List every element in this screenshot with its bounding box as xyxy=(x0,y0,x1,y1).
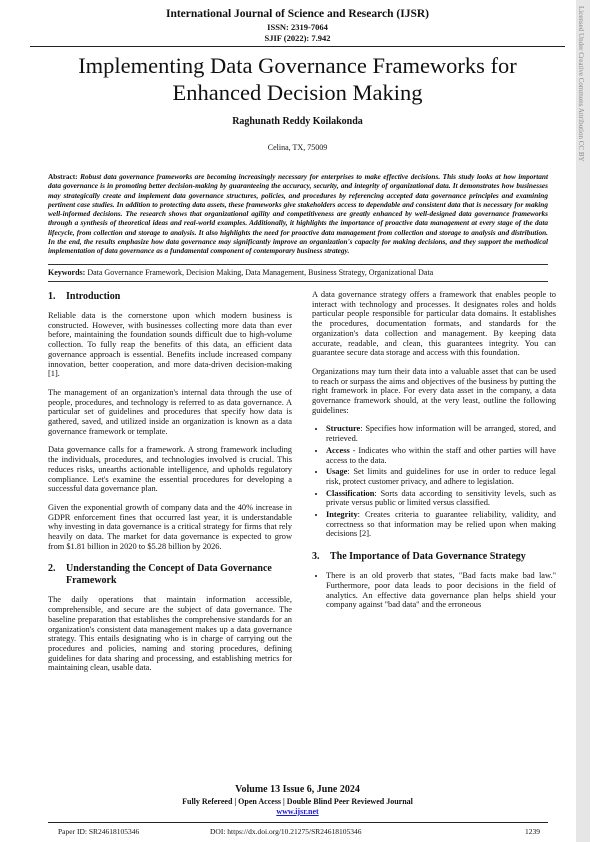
abstract xyxy=(48,172,548,255)
author-name: Raghunath Reddy Koilakonda xyxy=(232,116,363,127)
section-heading-importance xyxy=(312,551,556,563)
journal-name: International Journal of Science and Research (IJSR) xyxy=(165,8,429,20)
keywords-text: Data Governance Framework, Decision Making, Data Management, Business Strategy, Organizational Data xyxy=(87,268,434,277)
paragraph: The daily operations that maintain information accessible, comprehensible, and secure are the subject of data governance. The baseline preparation that establishes the comprehensive standards for an organization's consistent data management makes up a data governance strategy. This entails designating who is in charge of carrying out the procedures and policies, naming and storing procedures, defining guidelines for data sharing and processing, and establishing metrics for maintaining clean, usable data. xyxy=(48,595,292,673)
issn: ISSN: 2319-7064 xyxy=(267,22,328,32)
section-heading-introduction xyxy=(48,291,292,303)
section-number: 1. xyxy=(48,291,56,302)
doi-link[interactable]: DOI: https://dx.doi.org/10.21275/SR24618105346 xyxy=(210,827,362,836)
paragraph: Given the exponential growth of company data and the 40% increase in GDPR enforcement fines that occurred last year, it is understandable why investing in data governance is a critical strategy for firms that rely heavily on data. The market for data governance is expected to grow from $1.81 billion in 2020 to $5.28 billion by 2026. xyxy=(48,502,292,551)
sidebar-text: Licensed Under Creative Commons Attribution CC BY xyxy=(577,6,585,162)
paragraph: Reliable data is the cornerstone upon which modern business is constructed. However, with businesses collecting more data than ever before, maintaining the foundation sounds difficult due to high-volume collection. To fully reap the benefits of this data, an efficient data governance approach is essential. Benefits include increased company innovation, better cooperation, and more data-driven decision-making [1]. xyxy=(48,311,292,379)
abstract-rule xyxy=(48,264,548,265)
list-item: • Classification: Sorts data according to sensitivity levels, such as private versus public or limited versus classified. xyxy=(326,489,556,508)
footer xyxy=(0,784,595,816)
header-rule xyxy=(30,46,565,47)
right-column xyxy=(312,290,556,619)
paragraph: Organizations may turn their data into a valuable asset that can be used to reach or surpass the aims and objectives of the business by putting the right framework in place. For every data asset in the company, a data governance framework should, at the very least, outline the following guidelines: xyxy=(312,366,556,415)
section-title: Understanding the Concept of Data Governance Framework xyxy=(66,563,272,587)
paper-title: Implementing Data Governance Frameworks for Enhanced Decision Making xyxy=(78,53,517,105)
section-heading-understanding xyxy=(48,563,292,587)
list-item: • Structure: Specifies how information will be arranged, stored, and retrieved. xyxy=(326,424,556,443)
abstract-label: Abstract: xyxy=(48,172,78,181)
keywords xyxy=(48,268,548,277)
volume-issue: Volume 13 Issue 6, June 2024 xyxy=(235,784,360,795)
footer-rule xyxy=(48,822,548,823)
section-title: The Importance of Data Governance Strategy xyxy=(330,551,526,563)
website-link[interactable]: www.ijsr.net xyxy=(276,807,319,816)
list-item: • Access - Indicates who within the staff and other parties will have access to the data. xyxy=(326,446,556,465)
paragraph: The management of an organization's internal data through the use of people, procedures, and technology is referred to as data governance. A particular set of guidelines and procedures that specify how data is gathered, saved, and utilized inside an organization is known as a data governance framework or template. xyxy=(48,387,292,436)
paragraph: Data governance calls for a framework. A strong framework including the individuals, procedures, and technologies involved is crucial. This reduces risks, unearths actionable intelligence, and upholds regulatory compliance. Let's examine the essential procedures for developing a successful data governance plan. xyxy=(48,445,292,494)
section-number: 3. xyxy=(312,551,320,563)
list-item: • Integrity: Creates criteria to guarantee reliability, validity, and correctness so that information may be relied upon when making decisions [2]. xyxy=(326,510,556,539)
left-column xyxy=(48,291,292,682)
list-item: • Usage: Set limits and guidelines for use in order to reduce legal risk, protect customer privacy, and adhere to legislation. xyxy=(326,467,556,486)
guidelines-list xyxy=(312,424,556,539)
section-title: Introduction xyxy=(66,291,121,302)
paragraph: A data governance strategy offers a framework that enables people to interact with technology and processes. It designates roles and holds particular people responsible for particular data domains. It establishes the procedures, documentation formats, and standards for the organization's data collection and management. By keeping data accurate, readable, and clean, this guarantees integrity. You can guarantee secure data storage and access with this foundation. xyxy=(312,290,556,358)
keywords-label: Keywords: xyxy=(48,268,86,277)
importance-list xyxy=(312,571,556,610)
sjif: SJIF (2022): 7.942 xyxy=(264,33,331,43)
paper-id: Paper ID: SR24618105346 xyxy=(58,827,140,836)
list-item: • There is an old proverb that states, "Bad facts make bad law." Furthermore, poor data leads to poor decisions in the field of analytics. An effective data governance plan helps shield your company against "bad data" and the erroneous xyxy=(326,571,556,610)
keywords-rule xyxy=(48,281,548,282)
page-number: 1239 xyxy=(525,827,540,836)
refereed-line: Fully Refereed | Open Access | Double Blind Peer Reviewed Journal xyxy=(182,797,413,806)
author-affiliation: Celina, TX, 75009 xyxy=(267,143,328,152)
section-number: 2. xyxy=(48,563,56,575)
abstract-text: Robust data governance frameworks are becoming increasingly necessary for enterprises to make effective decisions. This study looks at how important data governance is in promoting better decision-making by guaranteeing the accuracy, security, and integrity of organizational data. It demonstrates how businesses may strategically create and implement data governance structures, policies, and procedures by referencing accepted data governance principles and examining pertinent case studies. In addition to protecting data assets, these frameworks give stakeholders access to dependable and consistent data that is necessary for making well-informed decisions. The research shows that organizational agility and competitiveness are greatly enhanced by well-designed data governance frameworks through a synthesis of theoretical ideas and real-world examples. Additionally, it highlights the importance of proactive data management at every stage of the data lifecycle, from collection and storage to analysis. It also highlights the need for proactive data management from collection and storage to analysis and distribution. In the end, the results emphasize how data governance may significantly improve an organization's capacity for making decisions, and they support the methodical implementation of data governance as a fundamental component of contemporary business strategy. xyxy=(48,172,548,255)
